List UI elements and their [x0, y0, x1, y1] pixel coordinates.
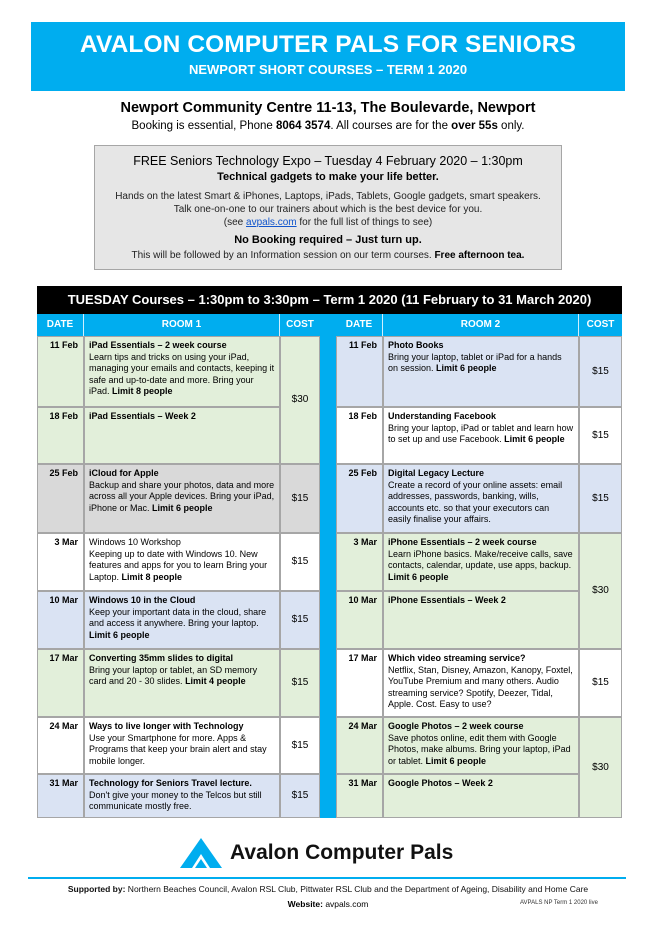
footer-brand: Avalon Computer Pals — [230, 841, 454, 864]
title-banner — [31, 22, 625, 91]
room1-header — [37, 314, 320, 336]
course-desc: Backup and share your photos, data and more across all your Apple devices. Bring your iPad, iPhone or Mac. — [89, 479, 275, 513]
booking-phone: 8064 3574 — [275, 120, 331, 132]
course-title: Which video streaming service? — [388, 653, 526, 663]
expo-followup — [95, 250, 561, 261]
room1-ipad-cost: $30 — [280, 336, 320, 464]
col-date-2: DATE — [336, 314, 383, 336]
room2-date: 3 Mar — [336, 533, 383, 591]
course-title: iPhone Essentials – 2 week course — [388, 537, 537, 547]
course-title: Converting 35mm slides to digital — [89, 653, 234, 663]
course-desc: Save photos online, edit them with Google Photos, make albums. Bring your laptop, iPad or tablet. — [388, 732, 571, 766]
course-desc: Use your Smartphone for more. Apps & Programs that keep your brain alert and stay mobile longer. — [89, 732, 267, 766]
expo-description-text: Hands on the latest Smart & iPhones, Laptops, iPads, Tablets, Google gadgets, smart speakers. Talk one-on-one to our trainers about which is the best device for you. — [115, 191, 541, 215]
center-divider — [320, 314, 336, 818]
course-limit: Limit 8 people — [121, 571, 183, 582]
course-title: Technology for Seniors Travel lecture. — [89, 778, 252, 788]
room1-cost: $15 — [280, 591, 320, 649]
venue-address: Newport Community Centre 11-13, The Boulevarde, Newport — [120, 100, 536, 116]
room1-cost: $15 — [280, 464, 320, 533]
footer-logo — [180, 836, 453, 870]
room1-date: 31 Mar — [37, 774, 84, 818]
support-label: Supported by: — [67, 884, 126, 894]
course-schedule — [37, 286, 622, 812]
page-subtitle: NEWPORT SHORT COURSES – TERM 1 2020 — [188, 62, 468, 77]
room1-course — [84, 464, 280, 533]
course-desc: Bring your laptop, iPad or tablet and learn how to set up and use Facebook. — [388, 422, 574, 445]
expo-tagline: Technical gadgets to make your life better. — [217, 171, 439, 183]
room1-date: 3 Mar — [37, 533, 84, 591]
course-desc: Bring your laptop or tablet, an SD memory card and 20 - 30 slides. — [89, 664, 258, 687]
course-desc: Keep your important data in the cloud, share and access it anywhere. Bring your laptop. — [89, 606, 267, 629]
website-label: Website: — [287, 899, 323, 909]
expo-followup-text: This will be followed by an Information session on our term courses. — [131, 250, 435, 261]
course-title: Digital Legacy Lecture — [388, 468, 485, 478]
course-desc: Learn iPhone basics. Make/receive calls, save contacts, calendar, update, use apps, backup. — [388, 548, 573, 571]
booking-mid: . All courses are for the — [330, 120, 452, 132]
room2-date: 31 Mar — [336, 774, 383, 818]
room2-date: 18 Feb — [336, 407, 383, 464]
course-title: Windows 10 Workshop — [89, 537, 181, 547]
course-desc: Netflix, Stan, Disney, Amazon, Kanopy, Foxtel, YouTube Premium and many others. Audio streaming service? Spotify, Deezer, Tidal, Apple. Cost. Easy to use? — [388, 664, 573, 710]
room1-course — [84, 533, 280, 591]
col-date-1: DATE — [37, 314, 84, 336]
course-title: Ways to live longer with Technology — [89, 721, 244, 731]
course-limit: Limit 4 people — [185, 676, 246, 687]
room2-course — [383, 407, 579, 464]
page-title: AVALON COMPUTER PALS FOR SENIORS — [80, 31, 576, 58]
booking-age: over 55s — [451, 120, 498, 132]
expo-title: FREE Seniors Technology Expo – Tuesday 4 February 2020 – 1:30pm — [133, 154, 523, 168]
room2-date: 24 Mar — [336, 717, 383, 774]
document-code: AVPALS NP Term 1 2020 live — [520, 900, 598, 906]
course-limit: Limit 6 people — [436, 363, 497, 374]
room2-course — [383, 533, 579, 591]
course-title: iCloud for Apple — [89, 468, 159, 478]
expo-no-booking: No Booking required – Just turn up. — [234, 234, 422, 246]
course-limit: Limit 6 people — [388, 571, 449, 582]
room2-date: 11 Feb — [336, 336, 383, 407]
room2-header — [336, 314, 622, 336]
room2-cost: $15 — [579, 336, 622, 407]
course-title: Google Photos – 2 week course — [388, 721, 524, 731]
support-line — [0, 884, 656, 894]
course-desc: Keeping up to date with Windows 10. New features and apps for you to learn Bring your Laptop. — [89, 548, 268, 582]
course-desc: Bring your laptop, tablet or iPad for a hands on session. — [388, 351, 562, 374]
support-text: Northern Beaches Council, Avalon RSL Club, Pittwater RSL Club and the Department of Ageing, Disability and Home Care — [125, 884, 589, 894]
room1-date: 25 Feb — [37, 464, 84, 533]
room2-course — [383, 649, 579, 717]
room1-course — [84, 336, 280, 407]
course-limit: Limit 6 people — [504, 434, 565, 445]
room1-date: 11 Feb — [37, 336, 84, 407]
room1-course — [84, 774, 280, 818]
course-limit: Limit 8 people — [112, 386, 173, 397]
booking-info — [0, 120, 656, 132]
course-desc: Don't give your money to the Telcos but still communicate mostly free. — [89, 789, 262, 812]
footer-divider — [28, 877, 626, 879]
room2-date: 10 Mar — [336, 591, 383, 649]
room2-google-cost: $30 — [579, 717, 622, 818]
room2-course — [383, 717, 579, 774]
expo-see-suffix: for the full list of things to see) — [296, 217, 433, 228]
course-desc: Create a record of your online assets: email addresses, passwords, banking, wills, accounts etc. so that your executors can easily finalise your affairs. — [388, 479, 563, 525]
col-room2: ROOM 2 — [383, 314, 579, 336]
course-title: Windows 10 in the Cloud — [89, 595, 196, 605]
booking-prefix: Booking is essential, Phone — [131, 120, 276, 132]
course-title: iPad Essentials – 2 week course — [89, 340, 227, 350]
expo-tea: Free afternoon tea. — [434, 250, 525, 261]
avalon-logo-icon — [180, 838, 222, 868]
course-title: iPad Essentials – Week 2 — [89, 411, 196, 421]
room1-date: 18 Feb — [37, 407, 84, 464]
expo-box — [94, 145, 562, 270]
course-limit: Limit 6 people — [89, 629, 150, 640]
room1-cost: $15 — [280, 774, 320, 818]
expo-description — [95, 190, 561, 229]
col-room1: ROOM 1 — [84, 314, 280, 336]
room2-course — [383, 464, 579, 533]
course-title: Google Photos – Week 2 — [388, 778, 493, 788]
course-title: iPhone Essentials – Week 2 — [388, 595, 506, 605]
course-title: Understanding Facebook — [388, 411, 497, 421]
room2-course — [383, 336, 579, 407]
room1-date: 10 Mar — [37, 591, 84, 649]
room2-cost: $15 — [579, 464, 622, 533]
room1-cost: $15 — [280, 717, 320, 774]
schedule-title: TUESDAY Courses – 1:30pm to 3:30pm – Term 1 2020 (11 February to 31 March 2020) — [37, 286, 622, 314]
room1-cost: $15 — [280, 533, 320, 591]
room1-date: 17 Mar — [37, 649, 84, 717]
room2-cost: $15 — [579, 407, 622, 464]
expo-see-prefix: (see — [223, 217, 247, 228]
course-desc: Learn tips and tricks on using your iPad, managing your emails and contacts, keeping it safe and up-to-date and more. Bring your iPad. — [89, 351, 275, 397]
booking-suffix: only. — [497, 120, 525, 132]
room1-date: 24 Mar — [37, 717, 84, 774]
room2-date: 25 Feb — [336, 464, 383, 533]
course-limit: Limit 6 people — [425, 755, 487, 766]
room1-course — [84, 649, 280, 717]
course-limit: Limit 6 people — [152, 502, 213, 513]
room1-course — [84, 591, 280, 649]
room1-course — [84, 717, 280, 774]
course-title: Photo Books — [388, 340, 444, 350]
room2-course — [383, 591, 579, 649]
col-cost-2: COST — [586, 319, 615, 330]
website-link[interactable]: avpals.com — [322, 899, 369, 909]
room2-iphone-cost: $30 — [579, 533, 622, 649]
avpals-link[interactable]: avpals.com — [246, 217, 297, 228]
col-cost-1: COST — [286, 319, 314, 330]
room2-date: 17 Mar — [336, 649, 383, 717]
room1-cost: $15 — [280, 649, 320, 717]
room1-course — [84, 407, 280, 464]
room2-cost: $15 — [579, 649, 622, 717]
room2-course — [383, 774, 579, 818]
